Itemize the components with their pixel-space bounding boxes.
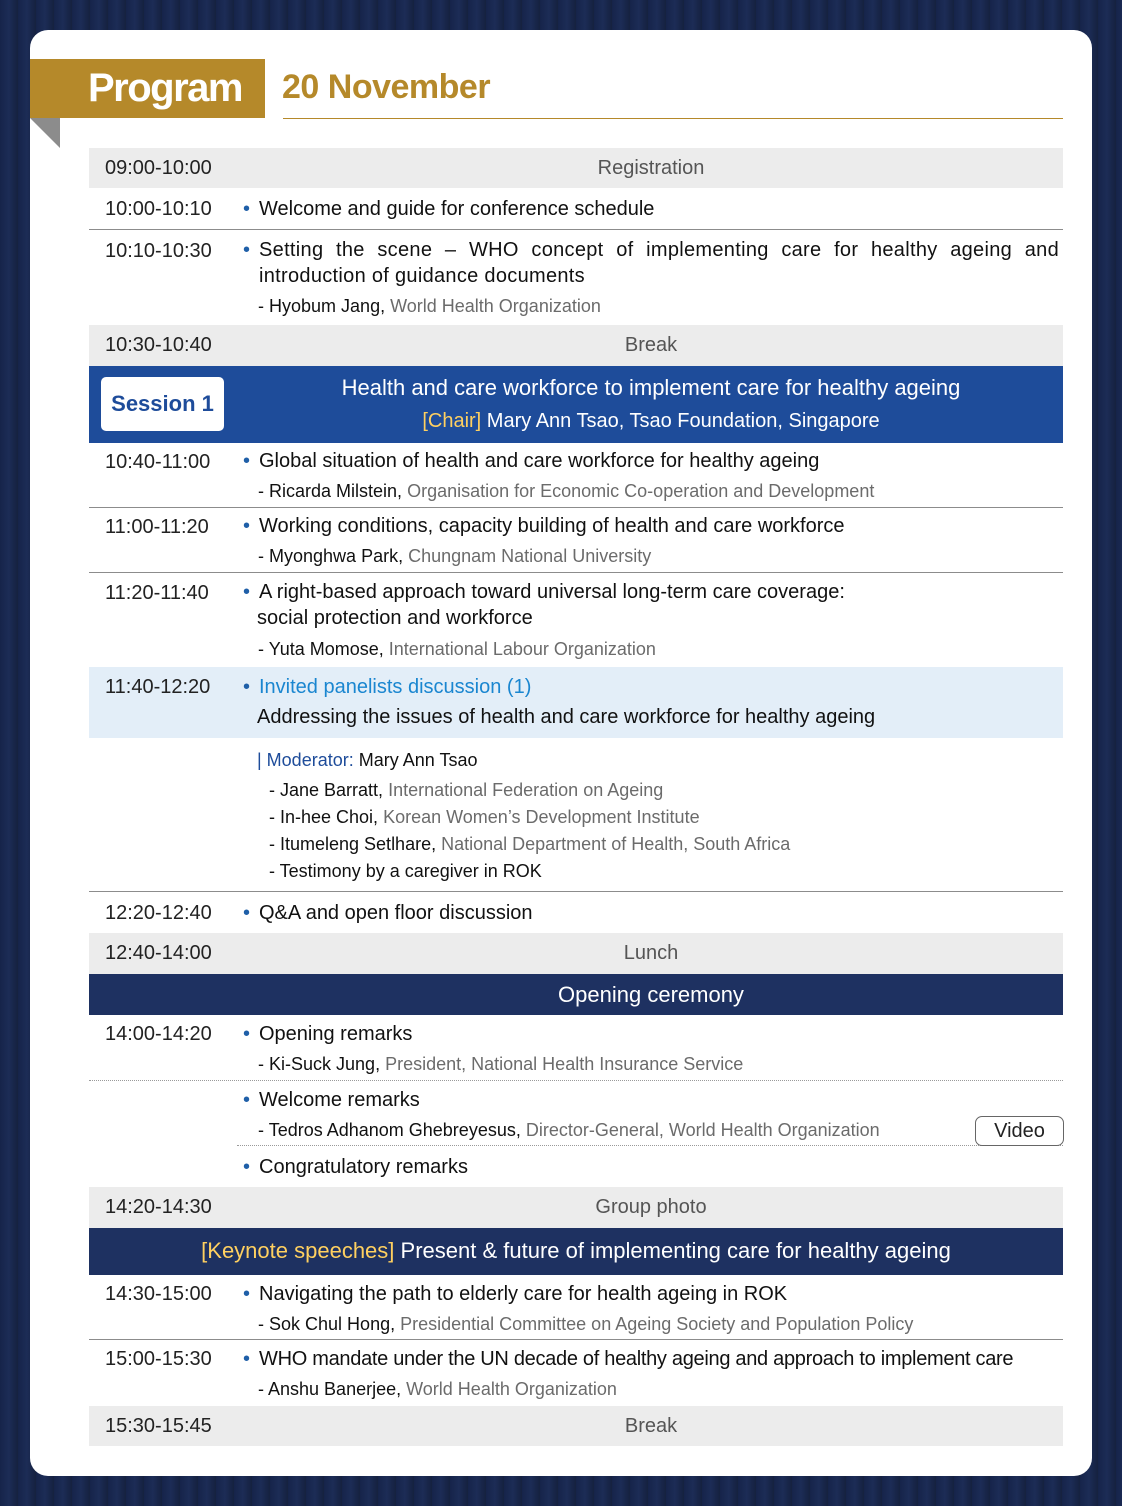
time: 10:40-11:00	[105, 451, 211, 473]
speaker-affiliation: President, National Health Insurance Service	[385, 1054, 744, 1074]
dash: -	[258, 1314, 264, 1334]
bullet-icon: •	[243, 198, 251, 220]
time: 11:20-11:40	[105, 582, 209, 604]
speaker-affiliation: Organisation for Economic Co-operation and Development	[407, 481, 875, 501]
time: 10:00-10:10	[105, 198, 212, 220]
agenda-item	[243, 513, 1059, 539]
program-ribbon: Program	[30, 59, 265, 118]
panelist	[269, 834, 790, 855]
panelist	[269, 780, 663, 801]
item-title: Q&A and open floor discussion	[259, 902, 533, 924]
row-welcome-remarks	[237, 1081, 1063, 1146]
item-title-line-2: social protection and workforce	[257, 607, 533, 629]
band-title	[89, 1238, 1063, 1264]
dash: -	[258, 1379, 264, 1399]
row-break-1	[89, 325, 1063, 366]
item-title: Welcome and guide for conference schedule	[259, 198, 655, 220]
video-button[interactable]: Video	[975, 1116, 1064, 1146]
time: 14:00-14:20	[105, 1023, 212, 1045]
bullet-icon: •	[243, 450, 251, 472]
row-label: Group photo	[595, 1196, 707, 1218]
bullet-icon: •	[243, 1089, 251, 1111]
program-date: 20 November	[282, 68, 491, 106]
agenda-item	[243, 900, 1059, 926]
agenda-item	[243, 237, 1059, 289]
time: 15:30-15:45	[105, 1415, 212, 1437]
bullet-icon: •	[243, 902, 251, 924]
time: 12:40-14:00	[105, 942, 212, 964]
moderator-name: Mary Ann Tsao	[358, 750, 478, 770]
item-title: Opening remarks	[259, 1023, 413, 1045]
keynote-tag: [Keynote speeches]	[201, 1238, 395, 1263]
dash: -	[258, 296, 264, 316]
agenda-item	[243, 1021, 1059, 1047]
speaker-name: Myonghwa Park,	[269, 546, 404, 566]
row-congratulatory	[89, 1146, 1063, 1187]
dash: -	[258, 1054, 264, 1074]
panelist-name: - In-hee Choi,	[269, 807, 379, 827]
band-title: Opening ceremony	[558, 982, 744, 1007]
item-title: Invited panelists discussion (1)	[259, 676, 532, 698]
row-global-situation	[89, 443, 1063, 508]
speaker-name: Ricarda Milstein,	[269, 481, 403, 501]
item-title: Working conditions, capacity building of health and care workforce	[259, 515, 845, 537]
row-opening-remarks	[89, 1015, 1063, 1081]
moderator	[257, 750, 477, 771]
speaker-affiliation: International Labour Organization	[388, 639, 656, 659]
bullet-icon: •	[243, 239, 251, 261]
bullet-icon: •	[243, 676, 251, 698]
speaker	[258, 1120, 880, 1141]
keynote-title: Present & future of implementing care for healthy ageing	[400, 1238, 951, 1263]
dash: -	[258, 546, 264, 566]
bullet-icon: •	[243, 1283, 251, 1305]
row-setting-scene	[89, 230, 1063, 325]
program-card	[30, 30, 1092, 1476]
panelist	[269, 861, 542, 882]
chair-name: Mary Ann Tsao,	[486, 410, 625, 432]
panelist-name: - Testimony by a caregiver in ROK	[269, 861, 542, 881]
row-label: Break	[624, 334, 678, 356]
agenda-item	[243, 674, 1059, 730]
speaker	[258, 1054, 743, 1075]
speaker-name: Sok Chul Hong,	[269, 1314, 396, 1334]
row-label: Break	[624, 1415, 678, 1437]
time: 09:00-10:00	[105, 157, 212, 179]
time: 14:20-14:30	[105, 1196, 212, 1218]
agenda-item	[243, 1087, 1059, 1113]
speaker	[258, 1379, 617, 1400]
speaker-affiliation: World Health Organization	[390, 296, 601, 316]
keynote-band	[89, 1228, 1063, 1275]
item-title: Setting the scene – WHO concept of implementing care for healthy ageing and introduction of guidance documents	[259, 239, 1059, 287]
row-working-conditions	[89, 508, 1063, 573]
session-title: Health and care workforce to implement care for healthy ageing	[341, 375, 961, 400]
panelist	[269, 807, 700, 828]
time: 14:30-15:00	[105, 1283, 212, 1305]
row-label: Registration	[597, 157, 705, 179]
agenda-item	[243, 1281, 1059, 1307]
bullet-icon: •	[243, 581, 251, 603]
agenda-item	[243, 1154, 1059, 1180]
panelist-affiliation: International Federation on Ageing	[388, 780, 664, 800]
row-qa	[89, 892, 1063, 933]
time: 10:10-10:30	[105, 240, 212, 262]
time: 10:30-10:40	[105, 334, 212, 356]
bullet-icon: •	[243, 1348, 250, 1370]
row-panel-discussion	[89, 667, 1063, 738]
row-rights-based	[89, 573, 1063, 667]
panelists-block	[89, 738, 1063, 892]
dash: -	[258, 1120, 264, 1140]
speaker-name: Tedros Adhanom Ghebreyesus,	[268, 1120, 521, 1140]
opening-ceremony-band	[89, 974, 1063, 1015]
speaker-name: Hyobum Jang,	[269, 296, 386, 316]
row-lunch	[89, 933, 1063, 974]
bullet-icon: •	[243, 1023, 251, 1045]
panelist-affiliation: Korean Women’s Development Institute	[383, 807, 700, 827]
row-group-photo	[89, 1187, 1063, 1228]
moderator-label: | Moderator:	[257, 750, 354, 770]
time: 11:40-12:20	[105, 676, 211, 698]
bullet-icon: •	[243, 1156, 251, 1178]
panelist-name: - Itumeleng Setlhare,	[269, 834, 437, 854]
speaker-affiliation: World Health Organization	[406, 1379, 617, 1399]
speaker-name: Yuta Momose,	[268, 639, 384, 659]
speaker	[258, 1314, 913, 1335]
speaker	[258, 481, 874, 502]
row-registration	[89, 148, 1063, 188]
row-welcome-guide	[89, 188, 1063, 230]
session-badge: Session 1	[101, 377, 224, 431]
date-underline	[283, 118, 1063, 119]
session-1-band	[89, 366, 1063, 443]
agenda-item	[243, 1346, 1059, 1372]
dash: -	[258, 481, 264, 501]
item-title: Global situation of health and care workforce for healthy ageing	[259, 450, 820, 472]
time: 12:20-12:40	[105, 902, 212, 924]
session-chair	[239, 410, 1063, 433]
panelist-name: - Jane Barratt,	[269, 780, 384, 800]
speaker-affiliation: Presidential Committee on Ageing Society and Population Policy	[400, 1314, 914, 1334]
speaker	[258, 639, 656, 660]
speaker	[258, 296, 601, 317]
panelist-affiliation: National Department of Health, South Africa	[441, 834, 791, 854]
item-title: Congratulatory remarks	[259, 1156, 468, 1178]
agenda-item	[243, 196, 1059, 222]
item-title: WHO mandate under the UN decade of healthy ageing and approach to implement care	[259, 1348, 1014, 1370]
speaker-affiliation: Chungnam National University	[408, 546, 652, 566]
speaker-name: Anshu Banerjee,	[268, 1379, 402, 1399]
time: 11:00-11:20	[105, 516, 209, 538]
dash: -	[258, 639, 264, 659]
agenda-item	[243, 579, 1059, 631]
row-break-2	[89, 1406, 1063, 1446]
bullet-icon: •	[243, 515, 251, 537]
chair-affiliation: Tsao Foundation, Singapore	[629, 410, 880, 432]
item-title: A right-based approach toward universal long-term care coverage:	[259, 581, 845, 603]
speaker-affiliation: Director-General, World Health Organization	[525, 1120, 880, 1140]
time: 15:00-15:30	[105, 1348, 212, 1370]
agenda-item	[243, 448, 1059, 474]
speaker	[258, 546, 651, 567]
speaker-name: Ki-Suck Jung,	[269, 1054, 381, 1074]
item-subtitle: Addressing the issues of health and care workforce for healthy ageing	[257, 706, 876, 728]
row-who-mandate	[89, 1340, 1063, 1406]
item-title: Navigating the path to elderly care for health ageing in ROK	[259, 1283, 788, 1305]
row-label: Lunch	[623, 942, 679, 964]
chair-tag: [Chair]	[422, 410, 482, 432]
ribbon-fold	[30, 118, 60, 148]
row-navigating	[89, 1275, 1063, 1340]
item-title: Welcome remarks	[259, 1089, 420, 1111]
